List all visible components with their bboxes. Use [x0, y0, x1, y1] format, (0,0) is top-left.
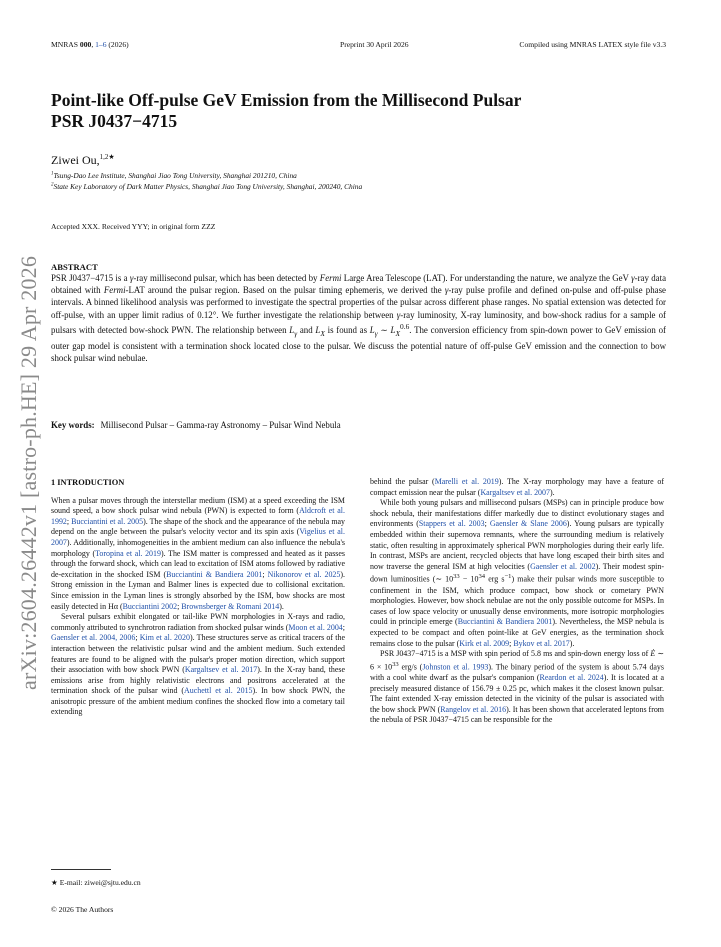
arxiv-sidebar-stamp: arXiv:2604.26442v1 [astro-ph.HE] 29 Apr 2026: [16, 255, 41, 690]
footnote-rule: [51, 869, 111, 870]
running-header-preprint: Preprint 30 April 2026: [340, 40, 409, 49]
abstract-heading: ABSTRACT: [51, 262, 98, 272]
paragraph: PSR J0437−4715 is a MSP with spin period of 5.8 ms and spin-down energy loss of Ė ∼ $6 \times 10^{33}$ erg/s (Johnston et al. 1993). The binary period of the system is about 5.74 days with a cool white dwarf as the pulsar's companion (Reardon et al. 2024). It is located at a precisely measured distance of 156.79 ± 0.25 pc, which makes it the closest known pulsar. The faint extended X-ray emission detected in the vicinity of the pulsar is associated with the bow shock PWN (Rangelov et al. 2016). It has been shown that accelerated leptons from the nebula of PSR J0437−4715 can be responsible for the: [370, 649, 665, 725]
footnote-email: ★ E-mail: ziwei@sjtu.edu.cn: [51, 878, 141, 887]
column-left: [51, 478, 345, 718]
paragraph: Several pulsars exhibit elongated or tail-like PWN morphologies in X-rays and radio, commonly attributed to synchrotron radiation from shocked pulsar winds (Moon et al. 2004; Gaensler et al. 2004, 2006; Kim et al. 2020). These structures serve as critical tracers of the interaction between the relativistic pulsar wind and the ambient medium. Such extended features are found to be aligned with the pulsar's proper motion direction, which support their association with bow shock PWN (Kargaltsev et al. 2017). In the X-ray band, these emissions arise from highly relativistic electrons and positrons accelerated at the termination shock of the pulsar wind (Auchettl et al. 2015). In bow shock PWN, the anisotropic pressure of the ambient medium confines the shocked flow into a cometary tail extending: [51, 612, 345, 717]
author: Ziwei Ou,$^{1,2★}$: [51, 153, 115, 167]
pages-link[interactable]: 1–6: [95, 40, 107, 49]
accepted-line: Accepted XXX. Received YYY; in original form ZZZ: [51, 222, 216, 231]
running-header-compiled: Compiled using MNRAS LATEX style file v3.3: [519, 40, 666, 49]
paragraph: behind the pulsar (Marelli et al. 2019). The X-ray morphology may have a feature of compact emission near the pulsar (Kargaltsev et al. 2007).: [370, 477, 664, 497]
affiliation-2: $^2$State Key Laboratory of Dark Matter Physics, Shanghai Jiao Tong University, Shanghai, 200240, China: [51, 182, 363, 191]
copyright: © 2026 The Authors: [51, 905, 114, 914]
running-header-journal: MNRAS 000, 1–6 (2026): [51, 40, 129, 49]
column-right: [370, 477, 664, 726]
affiliation-1: $^1$Tsung-Dao Lee Institute, Shanghai Jiao Tong University, Shanghai 201210, China: [51, 171, 297, 180]
paragraph: When a pulsar moves through the interstellar medium (ISM) at a speed exceeding the ISM sound speed, a bow shock pulsar wind nebula (PWN) is expected to form (Aldcroft et al. 1992; Bucciantini et al. 2005). The shape of the shock and the appearance of the nebula may depend on the angle between the pulsar's velocity vector and its spin axis (Vigelius et al. 2007). Additionally, inhomogeneities in the ambient medium can also influence the nebula's morphology (Toropina et al. 2019). The ISM matter is compressed and heated as it passes through the forward shock, which can lead to excitation of ISM atoms followed by radiative de-excitation in the shocked ISM (Bucciantini & Bandiera 2001; Nikonorov et al. 2025). Strong emission in the Lyman and Balmer lines is expected due to collisional excitation. Since emission in the Lyman lines is strongly absorbed by the ISM, bow shocks are most easily detected in Hα (Bucciantini 2002; Brownsberger & Romani 2014).: [51, 495, 345, 611]
abstract-body: PSR J0437−4715 is a γ-ray millisecond pulsar, which has been detected by Fermi Large Area Telescope (LAT). For understanding the nature, we analyze the GeV γ-ray data obtained with Fermi-LAT around the pulsar region. Based on the pulsar timing ephemeris, we derived the γ-ray pulse profile and defined on-pulse and off-pulse phase intervals. A binned likelihood analysis was performed to investigate the spectral properties of the pulsar across different phase ranges. No spatial extension was detected for off-pulse, with an upper limit radius of 0.12°. We further investigate the relationship between γ-ray luminosity, X-ray luminosity, and bow-shock radius for a sample of pulsars with detected bow-shock PWN. The relationship between $L_\gamma$ and $L_X$ is found as $L_\gamma$ ∼ $L_X^{0.6}$. The conversion efficiency from spin-down power to GeV emission of outer gap model is consistent with a termination shock located close to the pulsar. We discuss the potential nature of off-pulse GeV emission and the connection to bow shock pulsar wind nebulae.: [51, 273, 667, 363]
paper-title: Point-like Off-pulse GeV Emission from the Millisecond Pulsar PSR J0437−4715: [51, 90, 522, 131]
section-heading-introduction: 1 INTRODUCTION: [51, 478, 125, 487]
paragraph: While both young pulsars and millisecond pulsars (MSPs) can in principle produce bow shock nebula, their manifestations differ markedly due to distinct evolutionary stages and environments (Stappers et al. 2003; Gaensler & Slane 2006). Young pulsars are typically embedded within their supernova remnants, where the surrounding medium is relatively static, often resulting in approximately spherical PWN morphologies during their early life. In contrast, MSPs are ancient, recycled objects that have long escaped their birth sites and now traverse the general ISM at high velocities (Gaensler et al. 2002). Their modest spin-down luminosities (∼ $10^{33} - 10^{34}$ erg $s^{-1}$) make their pulsar winds more susceptible to confinement in the ISM, which produce compact, bow shock or cometary PWN morphologies. However, bow shock nebulae are not the only possible outcome for MSPs. In cases of low space velocity or unusually dense environments, more isotropic morphologies could in principle emerge (Bucciantini & Bandiera 2001). Nevertheless, the MSP nebula is expected to be compact and often point-like at GeV energies, as the termination shock remains close to the pulsar (Kirk et al. 2009; Bykov et al. 2017).: [370, 498, 664, 648]
keywords: Key words: Millisecond Pulsar – Gamma-ray Astronomy – Pulsar Wind Nebula: [51, 420, 341, 430]
